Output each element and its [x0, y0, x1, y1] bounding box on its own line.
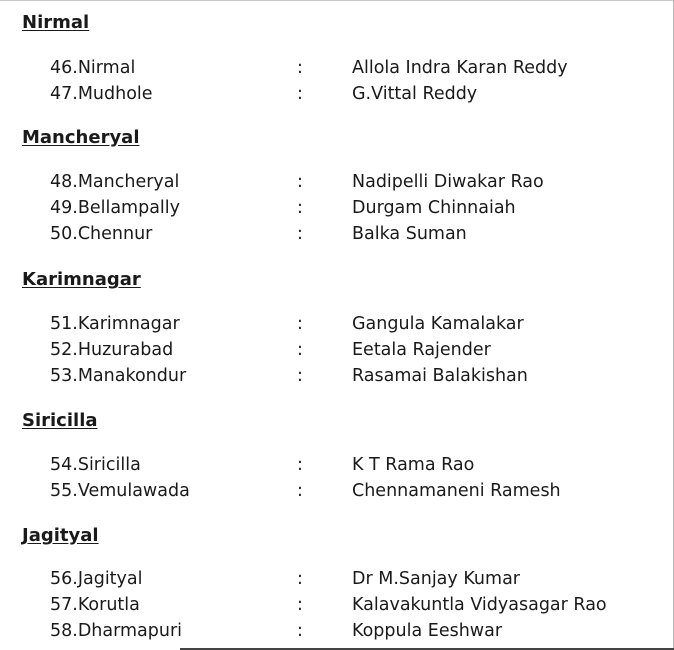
separator-colon: :	[297, 366, 303, 386]
separator-colon: :	[297, 84, 303, 104]
separator-colon: :	[297, 172, 303, 192]
separator-colon: :	[297, 224, 303, 244]
district-heading: Jagityal	[22, 525, 99, 546]
separator-colon: :	[297, 340, 303, 360]
mla-name: K T Rama Rao	[352, 455, 475, 475]
mla-name: Kalavakuntla Vidyasagar Rao	[352, 595, 607, 615]
separator-colon: :	[297, 481, 303, 501]
constituency-row	[0, 566, 674, 592]
constituency-name: 48.Mancheryal	[50, 172, 180, 192]
constituency-name: 47.Mudhole	[50, 84, 153, 104]
district-heading: Nirmal	[22, 12, 90, 33]
constituency-row	[0, 169, 674, 195]
constituency-row	[0, 311, 674, 337]
mla-name: Durgam Chinnaiah	[352, 198, 516, 218]
separator-colon: :	[297, 569, 303, 589]
district-heading: Mancheryal	[22, 127, 140, 148]
constituency-name: 52.Huzurabad	[50, 340, 174, 360]
separator-colon: :	[297, 58, 303, 78]
mla-name: Nadipelli Diwakar Rao	[352, 172, 544, 192]
constituency-name: 46.Nirmal	[50, 58, 136, 78]
constituency-row	[0, 452, 674, 478]
constituency-row	[0, 592, 674, 618]
separator-colon: :	[297, 621, 303, 641]
district-heading: Karimnagar	[22, 269, 141, 290]
mla-name: Balka Suman	[352, 224, 467, 244]
constituency-name: 57.Korutla	[50, 595, 140, 615]
page-top-border	[0, 0, 674, 1]
separator-colon: :	[297, 314, 303, 334]
constituency-row	[0, 221, 674, 247]
constituency-name: 50.Chennur	[50, 224, 153, 244]
mla-name: Dr M.Sanjay Kumar	[352, 569, 520, 589]
constituency-row	[0, 363, 674, 389]
mla-name: Koppula Eeshwar	[352, 621, 503, 641]
constituency-name: 53.Manakondur	[50, 366, 187, 386]
mla-name: Rasamai Balakishan	[352, 366, 528, 386]
constituency-row	[0, 81, 674, 107]
constituency-row	[0, 55, 674, 81]
mla-name: Eetala Rajender	[352, 340, 491, 360]
separator-colon: :	[297, 198, 303, 218]
constituency-row	[0, 195, 674, 221]
mla-name: G.Vittal Reddy	[352, 84, 478, 104]
separator-colon: :	[297, 455, 303, 475]
constituency-row	[0, 478, 674, 504]
constituency-row	[0, 618, 674, 644]
mla-name: Gangula Kamalakar	[352, 314, 524, 334]
mla-name: Chennamaneni Ramesh	[352, 481, 561, 501]
constituency-row	[0, 337, 674, 363]
district-heading: Siricilla	[22, 410, 98, 431]
constituency-name: 49.Bellampally	[50, 198, 181, 218]
constituency-name: 56.Jagityal	[50, 569, 143, 589]
constituency-name: 54.Siricilla	[50, 455, 141, 475]
constituency-name: 51.Karimnagar	[50, 314, 180, 334]
separator-colon: :	[297, 595, 303, 615]
constituency-name: 58.Dharmapuri	[50, 621, 183, 641]
constituency-name: 55.Vemulawada	[50, 481, 190, 501]
mla-name: Allola Indra Karan Reddy	[352, 58, 568, 78]
